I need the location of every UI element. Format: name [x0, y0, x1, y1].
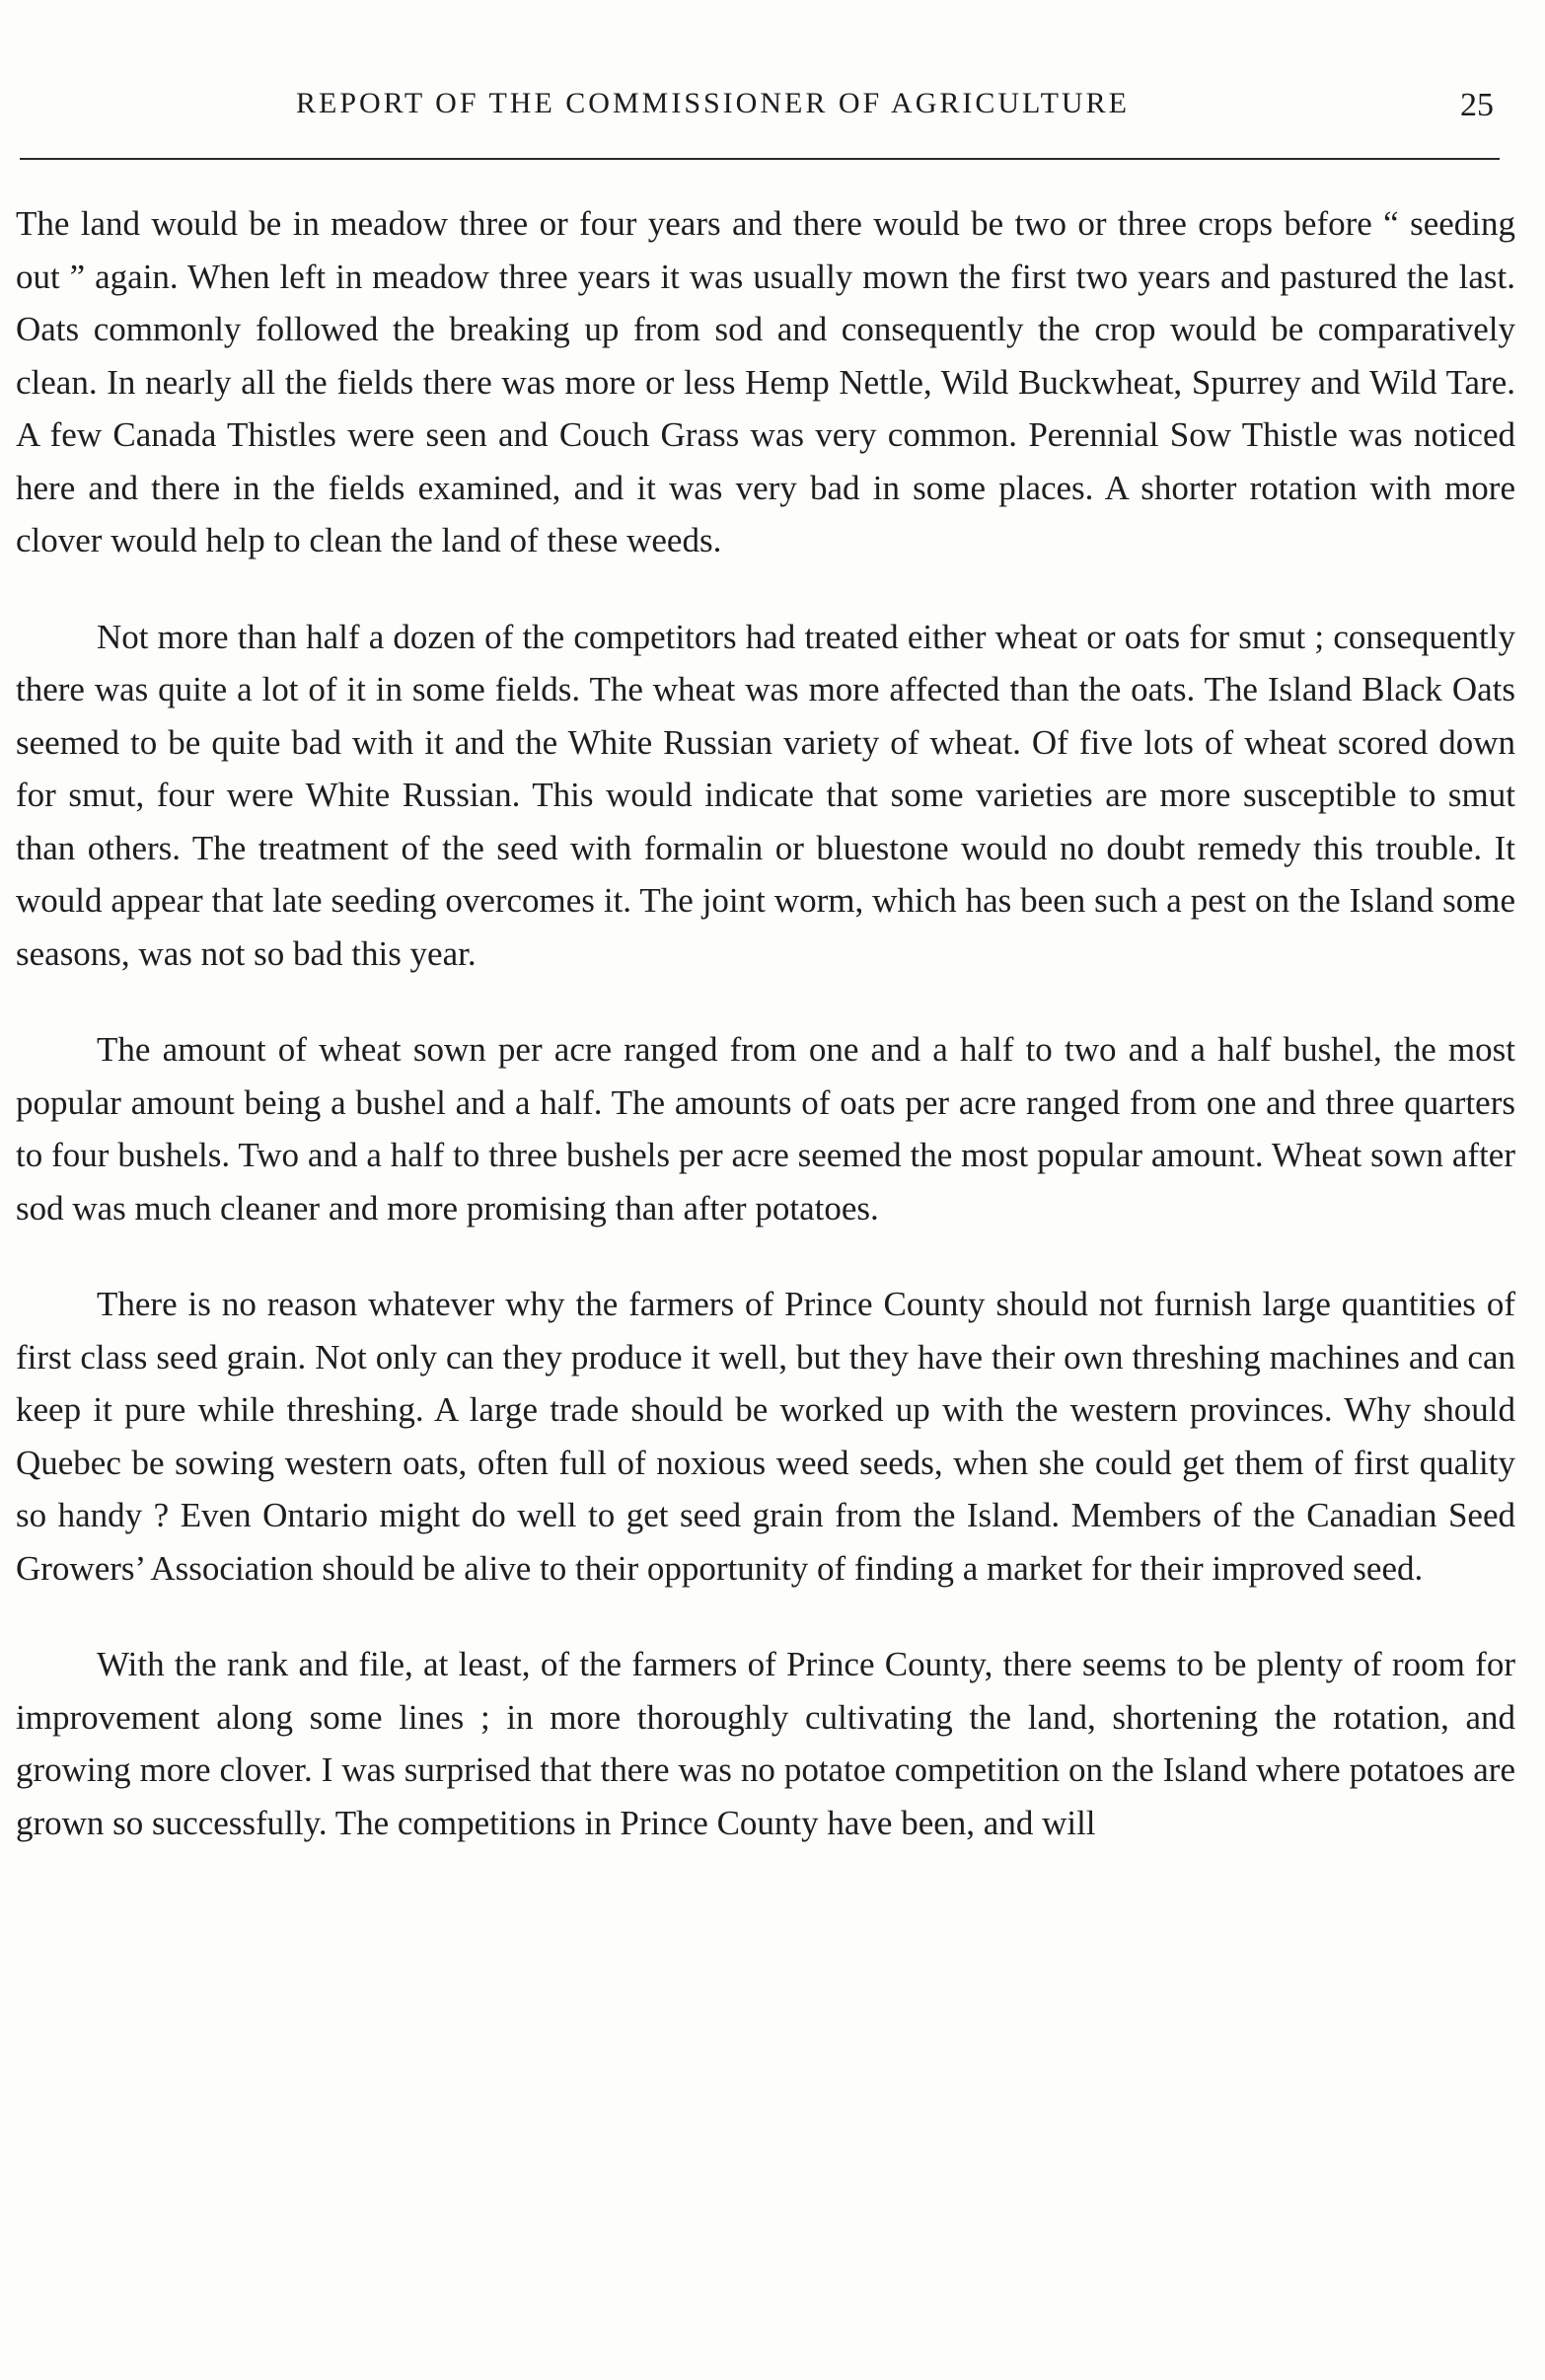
paragraph-3: The amount of wheat sown per acre ranged from one and a half to two and a half bushel, the most popular amount being a bushel and a half. The amounts of oats per acre ranged from one and three quarters to four bushels. Two and a half to three bushels per acre seemed the most popular amount. Wheat sown after sod was much cleaner and more promising than after potatoes.	[16, 1030, 1515, 1227]
paragraph-4: There is no reason whatever why the farmers of Prince County should not furnish large quantities of first class seed grain. Not only can they produce it well, but they have their own threshing machines and can keep it pure while threshing. A large trade should be worked up with the western provinces. Why should Quebec be sowing western oats, often full of noxious weed seeds, when she could get them of first quality so handy ? Even Ontario might do well to get seed grain from the Island. Members of the Canadian Seed Growers’ Association should be alive to their opportunity of finding a market for their improved seed.	[16, 1285, 1515, 1588]
running-header	[0, 87, 1545, 136]
page-number: 25	[1460, 87, 1494, 123]
header-title: REPORT OF THE COMMISSIONER OF AGRICULTURE	[296, 87, 1130, 119]
paragraph-5: With the rank and file, at least, of the farmers of Prince County, there seems to be plenty of room for improvement along some lines ; in more thoroughly cultivating the land, shortening the rotation, and growing more clover. I was surprised that there was no potatoe competition on the Island where potatoes are grown so successfully. The competitions in Prince County have been, and will	[16, 1645, 1515, 1842]
paragraph-2: Not more than half a dozen of the competitors had treated either wheat or oats for smut ; consequently there was quite a lot of it in some fields. The wheat was more affected than the oats. The Island Black Oats seemed to be quite bad with it and the White Russian variety of wheat. Of five lots of wheat scored down for smut, four were White Russian. This would indicate that some varieties are more susceptible to smut than others. The treatment of the seed with formalin or bluestone would no doubt remedy this trouble. It would appear that late seeding overcomes it. The joint worm, which has been such a pest on the Island some seasons, was not so bad this year.	[16, 617, 1515, 973]
header-rule	[20, 158, 1500, 160]
body-text	[16, 197, 1515, 1849]
paragraph-1: The land would be in meadow three or four years and there would be two or three crops before “ seeding out ” again. When left in meadow three years it was usually mown the first two years and pastured the last. Oats commonly followed the breaking up from sod and consequently the crop would be comparatively clean. In nearly all the fields there was more or less Hemp Nettle, Wild Buckwheat, Spurrey and Wild Tare. A few Canada Thistles were seen and Couch Grass was very common. Perennial Sow Thistle was noticed here and there in the fields examined, and it was very bad in some places. A shorter rotation with more clover would help to clean the land of these weeds.	[16, 204, 1515, 559]
